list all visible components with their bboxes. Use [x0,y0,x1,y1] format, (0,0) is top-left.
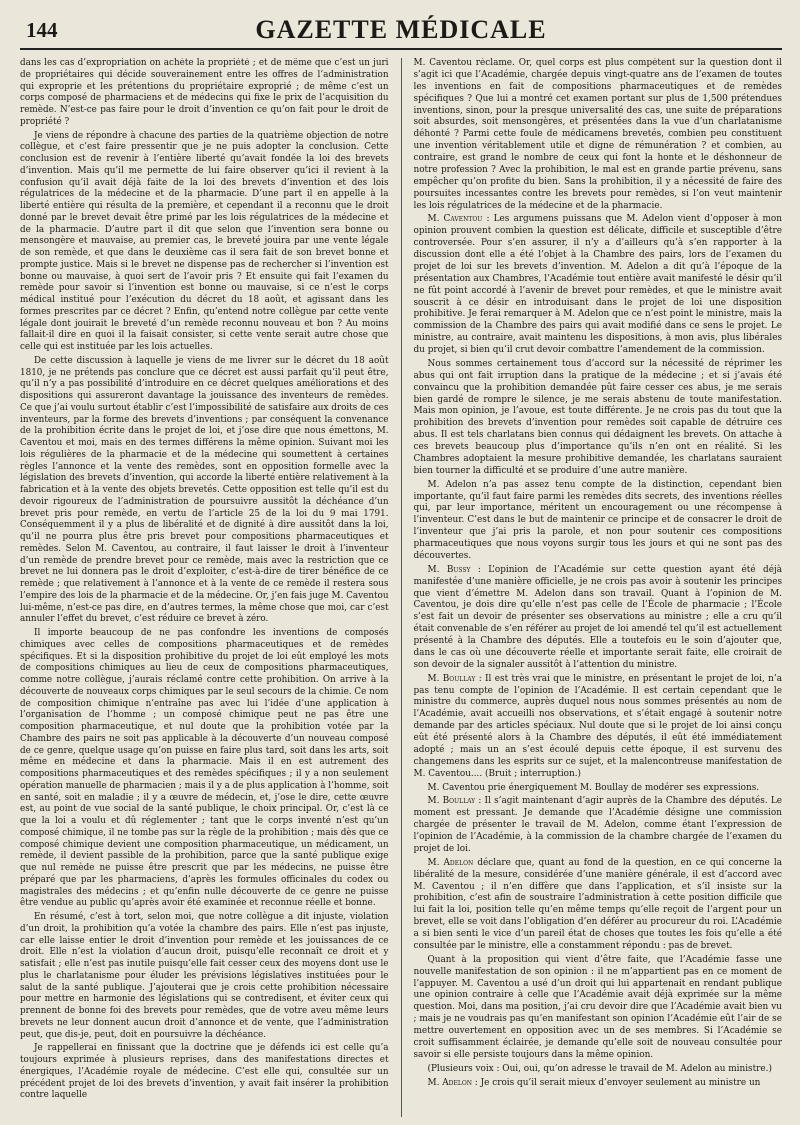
paragraph [414,565,783,672]
paragraph [414,955,783,1062]
paragraph [414,480,783,563]
paragraph [414,796,783,855]
paragraph [20,131,389,354]
paragraph-text: De cette discussion à laquelle je viens de me livrer sur le décret du 18 août 1810, je ne prétends pas conclure que ce décret est aussi parfait qu’il peut être, qu’il n’y a pas possibilité d’introduire en ce décret quelques améliorations et des dispositions qui assureront davantage la jouissance des inventeurs de remèdes. Ce que j’ai voulu surtout établir c’est l’impossibilité de satisfaire aux droits de ces inventeurs, par la forme des brevets d’inventions ; par conséquent la convenance de la prohibition écrite dans le projet de loi, et j’ose dire que nous émettons, M. Caventou et moi, mais en des termes différens la même opinion. Suivant moi les lois régulières de la pharmacie et de la médecine qui soumettent à certaines règles l’annonce et la vente des remèdes, sont en opposition formelle avec la législation des brevets d’invention, qui accorde la liberté entière relativement à la fabrication et à la vente des objets brevetés. Cette opposition est telle qu’il est du devoir rigoureux de l’administration de poursuivre aussitôt la déchéance d’un brevet pris pour remède, en vertu de l’article 25 de la loi du 9 mai 1791. Conséquemment il y a plus de libéralité et de dignité à dire aussitôt dans la loi, qu’il ne pourra plus être pris brevet pour compositions pharmaceutiques et remèdes. Selon M. Caventou, au contraire, il faut laisser le droit à l’inventeur d’un remède de prendre brevet pour ce remède, mais avec la restriction que ce brevet ne lui donnera pas le droit d’exploiter, c’est-à-dire de tirer bénéfice de ce remède ; que relativement à l’annonce et à la vente de ce remède il restera sous l’empire des lois de la pharmacie et de la médecine. Or, j’en fais juge M. Caventou lui-même, n’est-ce pas dire, en d’autres termes, la même chose que moi, car c’est annuler l’effet du brevet, c’est réduire ce brevet à zéro. [20,355,389,625]
paragraph [414,674,783,781]
page-header [20,12,782,50]
paragraph-text: Je viens de répondre à chacune des parties de la quatrième objection de notre collègue, et c’est faire pressentir que je ne puis adopter la conclusion. Cette conclusion est de revenir à l’entière liberté qu’avait fondée la loi des brevets d’invention. Mais qu’il me permette de lui faire observer qu’ici il revient à la confusion qu’il avait déjà faite de la loi des brevets d’invention et des lois régulatrices de la médecine et de la pharmacie. D’une part il en appelle à la liberté entière qui résulta de la première, et cependant il a reconnu que le droit donné par le brevet devait être primé par les lois régulatrices de la médecine et de la pharmacie. D’autre part il dit que selon que l’invention sera bonne ou mensongère et mauvaise, au premier cas, le breveté jouira par une vente légale de son remède, et que dans le deuxième cas il sera fait de son brevet bonne et prompte justice. Mais si le brevet ne dispense pas de rechercher si l’invention est bonne ou mauvaise, à quoi sert de l’avoir pris ? Et ensuite qui fait l’examen du remède pour savoir si l’invention est bonne ou mauvaise, si ce n’est le corps médical institué pour l’exécution du décret du 18 août, et agissant dans les formes prescrites par ce décret ? Enfin, qu’entend notre collègue par cette vente légale dont jouirait le breveté d’un remède reconnu nouveau et bon ? Au moins fallait-il dire en quoi il la faisait consister, si cette vente serait autre chose que celle qui est instituée par les lois actuelles. [20,130,389,352]
column-divider [401,58,402,1117]
left-column [20,58,389,1117]
paragraph-text: M. Adelon n’a pas assez tenu compte de la distinction, cependant bien importante, qu’il faut faire parmi les remèdes dits secrets, des inventions réelles qui, par leur importance, méritent un encouragement ou une récompense à l’inventeur. C’est dans le but de maintenir ce principe et de consacrer le droit de l’inventeur que j’ai pris la parole, et non pour soutenir ces compositions pharmaceutiques que nous voyons surgir tous les jours et qui ne sont pas des découvertes. [413,479,782,561]
paragraph-text: (Plusieurs voix : Oui, oui, qu’on adresse le travail de M. Adelon au ministre.) [427,1063,772,1074]
speaker-name: M. Bussy [427,564,471,575]
journal-title: GAZETTE MÉDICALE [255,15,547,44]
paragraph-text: Il importe beaucoup de ne pas confondre les inventions de composés chimiques avec celles de compositions pharmaceutiques et de remèdes spécifiques. Et si la disposition prohibitive du projet de loi eût employé les mots de compositions chimiques au lieu de ceux de compositions pharmaceutiques, comme notre collègue, j’aurais réclamé contre cette prohibition. On arrive à la découverte de nouveaux corps chimiques par le seul secours de la chimie. Ce nom de composition chimique n’entraîne pas avec lui l’idée d’une application à l’organisation de l’homme ; un composé chimique peut ne pas être une composition pharmaceutique, et nul doute que la prohibition votée par la Chambre des pairs ne soit pas applicable à la découverte d’un nouveau composé de ce genre, quelque usage qu’on puisse en faire plus tard, soit dans les arts, soit même en médecine et dans la pharmacie. Mais il en est autrement des compositions pharmaceutiques et des remèdes spécifiques ; il y a non seulement opération manuelle de pharmacien ; mais il y a de plus application à l’homme, soit en santé, soit en maladie ; il y a œuvre de médecin, et, j’ose le dire, cette œuvre est, au point de vue social de la santé publique, le choix principal. Or, c’est là ce que la loi a voulu et dû réglementer ; tant que le corps inventé n’est qu’un composé chimique, il ne tombe pas sur la règle de la prohibition ; mais dès que ce composé chimique devient une composition pharmaceutique, un médicament, un remède, il devient passible de la prohibition, parce que la santé publique exige que nul remède ne puisse être prescrit que par les médecins, ne puisse être préparé que par les pharmaciens, d’après les formules officinales du codex ou magistrales des médecins ; et qu’enfin nulle découverte de ce genre ne puisse être vendue au public qu’après avoir été examinée et reconnue réelle et bonne. [20,628,389,909]
paragraph [414,58,783,212]
speaker-name: M. Adelon [427,1077,472,1088]
paragraph [414,858,783,953]
paragraph [414,214,783,357]
right-column [414,58,783,1117]
paragraph-text: dans les cas d’expropriation on achète la propriété ; et de même que c’est un juri de propriétaires qui décide souverainement entre les offres de l’administration qui exproprie et les prétentions du propriétaire exproprié ; de même c’est un corps composé de pharmaciens et de médecins qui fixe le prix de l’acquisition du remède. N’est-ce pas faire pour le droit d’invention ce qu’on fait pour le droit de propriété ? [20,58,389,127]
speaker-name: M. Boullay [427,796,476,807]
paragraph-text: Je rappellerai en finissant que la doctrine que je défends ici est celle qu’a toujours exprimée à plusieurs reprises, dans des manifestations directes et énergiques, l’Académie royale de médecine. C’est elle qui, consultée sur un précédent projet de loi des brevets d’invention, y avait fait insérer la prohibition contre laquelle [20,1043,389,1101]
paragraph-text: M. Caventou réclame. Or, quel corps est plus compétent sur la question dont il s’agit ici que l’Académie, chargée depuis vingt-quatre ans de l’examen de toutes les inventions en fait de compositions pharmaceutiques et de remèdes spécifiques ? Que lui a montré cet examen portant sur plus de 1,500 prétendues inventions, sinon, pour la presque universalité des cas, une suite de préparations soit absurdes, soit mensongères, et présentées dans la vue d’un charlatanisme déhonté ? Parmi cette foule de médicamens brevetés, combien peu constituent une invention véritablement utile et digne de rémunération ? et combien, au contraire, est grand le nombre de ceux qui font la honte et le déshonneur de notre profession ? Avec la prohibition, le mal est en grande partie prévenu, sans empêcher qu’on profite du bien. Sans la prohibition, il y a nécessité de faire des poursuites incessantes contre les brevets pour remèdes, si l’on veut maintenir les lois régulatrices de la médecine et de la pharmacie. [413,58,782,211]
speaker-name: M. Boullay [427,673,476,684]
paragraph [414,359,783,478]
paragraph-text: : Je crois qu’il serait mieux d’envoyer seulement au ministre un [471,1077,761,1088]
paragraph [20,356,389,626]
speaker-name: M. Adelon [427,857,474,868]
paragraph-text: : Les argumens puissans que M. Adelon vient d’opposer à mon opinion prouvent combien la question est délicate, difficile et susceptible d’être controversée. Pour s’en assurer, il n’y a d’ailleurs qu’à s’en rapporter à la discussion dont elle a été l’objet à la Chambre des pairs, lors de l’examen du projet de loi sur les brevets d’invention. M. Adelon a dit qu’à l’époque de la présentation aux Chambres, l’Académie tout entière avait manifesté le désir qu’il ne fût point accordé à l’avenir de brevet pour remèdes, et que le ministre avait souscrit à ce désir en introduisant dans le projet de loi une disposition prohibitive. Je ferai remarquer à M. Adelon que ce n’est point le ministre, mais la commission de la Chambre des pairs qui avait modifié dans ce sens le projet. Le ministre, au contraire, avait maintenu les dispositions, à mon avis, plus libérales du projet, si bien qu’il crut devoir combattre l’amendement de la commission. [413,214,782,355]
text-columns [20,58,782,1117]
paragraph-text: : L’opinion de l’Académie sur cette question ayant été déjà manifestée d’une manière officielle, je ne crois pas avoir à soutenir les principes que vient d’émettre M. Adelon dans son travail. Quant à l’opinion de M. Caventou, je dois dire qu’elle n’est pas celle de l’École de pharmacie ; l’École s’est fait un devoir de présenter ses observations au ministre ; elle a cru qu’il était convenable de s’en référer au projet de loi amendé tel qu’il est actuellement présenté à la Chambre des députés. Elle a toutefois eu le soin d’ajouter que, dans le cas où une découverte réelle et importante serait faite, elle croirait de son devoir de la signaler aussitôt à l’attention du ministre. [413,564,782,670]
paragraph-text: Quant à la proposition qui vient d’être faite, que l’Académie fasse une nouvelle manifestation de son opinion : il ne m’appartient pas en ce moment de l’appuyer. M. Caventou a usé d’un droit qui lui appartenait en rendant publique une opinion contraire à celle que l’Académie avait déjà exprimée sur la même question. Moi, dans ma position, j’ai cru devoir dire que l’Académie avait bien vu ; mais je ne voudrais pas qu’en manifestant son opinion l’Académie eût l’air de se mettre ouvertement en opposition avec un de ses membres. Si l’Académie se croit suffisamment éclairée, je demande qu’elle soit de nouveau consultée pour savoir si elle persiste toujours dans la même opinion. [413,954,782,1060]
speaker-name: M. Caventou [427,214,483,225]
paragraph [20,1043,389,1102]
paragraph [20,912,389,1041]
paragraph-text: En résumé, c’est à tort, selon moi, que notre collègue a dit injuste, violation d’un droit, la prohibition qu’a votée la chambre des pairs. Elle n’est pas injuste, car elle laisse entier le droit d’invention pour remède et les jouissances de ce droit. Elle n’est la violation d’aucun droit, puisqu’elle reconnaît ce droit et y satisfait ; elle n’est pas inutile puisqu’elle fait cesser ceux des moyens dont use le plus le charlatanisme pour éluder les prévisions législatives instituées pour le salut de la santé publique. J’ajouterai que je crois cette prohibition nécessaire pour mettre en harmonie des législations qui se contredisent, et éviter ceux qui prennent de bonne foi des brevets pour remèdes, que de votre aveu même leurs brevets ne leur donnent aucun droit d’annonce et de vente, que l’administration peut, que dis-je, peut, doit en poursuivre la déchéance. [20,912,389,1040]
paragraph [414,1078,783,1090]
paragraph [414,1064,783,1076]
paragraph-text: M. Caventou prie énergiquement M. Boullay de modérer ses expressions. [427,782,760,793]
paragraph [20,58,389,129]
page-number: 144 [26,18,58,42]
paragraph-text: déclare que, quant au fond de la question, en ce qui concerne la libéralité de la mesure, considérée d’une manière générale, il est d’accord avec M. Caventou ; il n’en diffère que dans l’application, et s’il insiste sur la prohibition, c’est afin de soustraire l’administration à cette position difficile que lui fait la loi, position telle qu’en même temps qu’elle reçoit de l’argent pour un brevet, elle se voit dans l’obligation d’en déférer au procureur du roi. L’Académie a si bien senti le vice d’un pareil état de choses que toutes les fois qu’elle a été consultée par le ministre, elle a constamment répondu : pas de brevet. [413,857,782,951]
paragraph [20,628,389,910]
paragraph [414,783,783,795]
paragraph-text: Nous sommes certainement tous d’accord sur la nécessité de réprimer les abus qui ont fait irruption dans la pratique de la médecine ; et si j’avais été convaincu que la prohibition demandée pût faire cesser ces abus, je me serais bien gardé de rompre le silence, je me serais abstenu de toute manifestation. Mais mon opinion, je l’avoue, est toute différente. Je ne crois pas du tout que la prohibition des brevets d’invention pour remèdes soit capable de détruire ces abus. Il est tels charlatans bien connus qui dédaignent les brevets. On attache à ces brevets beaucoup plus d’importance qu’ils n’en ont en réalité. Si les Chambres adoptaient la mesure prohibitive demandée, les charlatans sauraient bien tourner la difficulté et se produire d’une autre manière. [413,358,782,476]
paragraph-text: : Il s’agit maintenant d’agir auprès de la Chambre des députés. Le moment est pressant. Je demande que l’Académie désigne une commission chargée de présenter le travail de M. Adelon, comme étant l’expression de l’opinion de l’Académie, à la commission de la chambre chargée de l’examen du projet de loi. [413,796,782,854]
paragraph-text: : Il est très vrai que le ministre, en présentant le projet de loi, n’a pas tenu compte de l’opinion de l’Académie. Il est certain cependant que le ministre du commerce, auprès duquel nous nous sommes présentés au nom de l’Académie, avait accueilli nos observations, et s’était engagé à soutenir notre demande par des articles spéciaux. Nul doute que si le projet de loi ainsi conçu eût été présenté alors à la Chambre des députés, il eût été immédiatement adopté ; mais un an s’est écoulé depuis cette époque, il est survenu des changemens dans les esprits sur ce sujet, et la malencontreuse manifestation de M. Caventou.... (Bruit ; interruption.) [413,673,782,779]
